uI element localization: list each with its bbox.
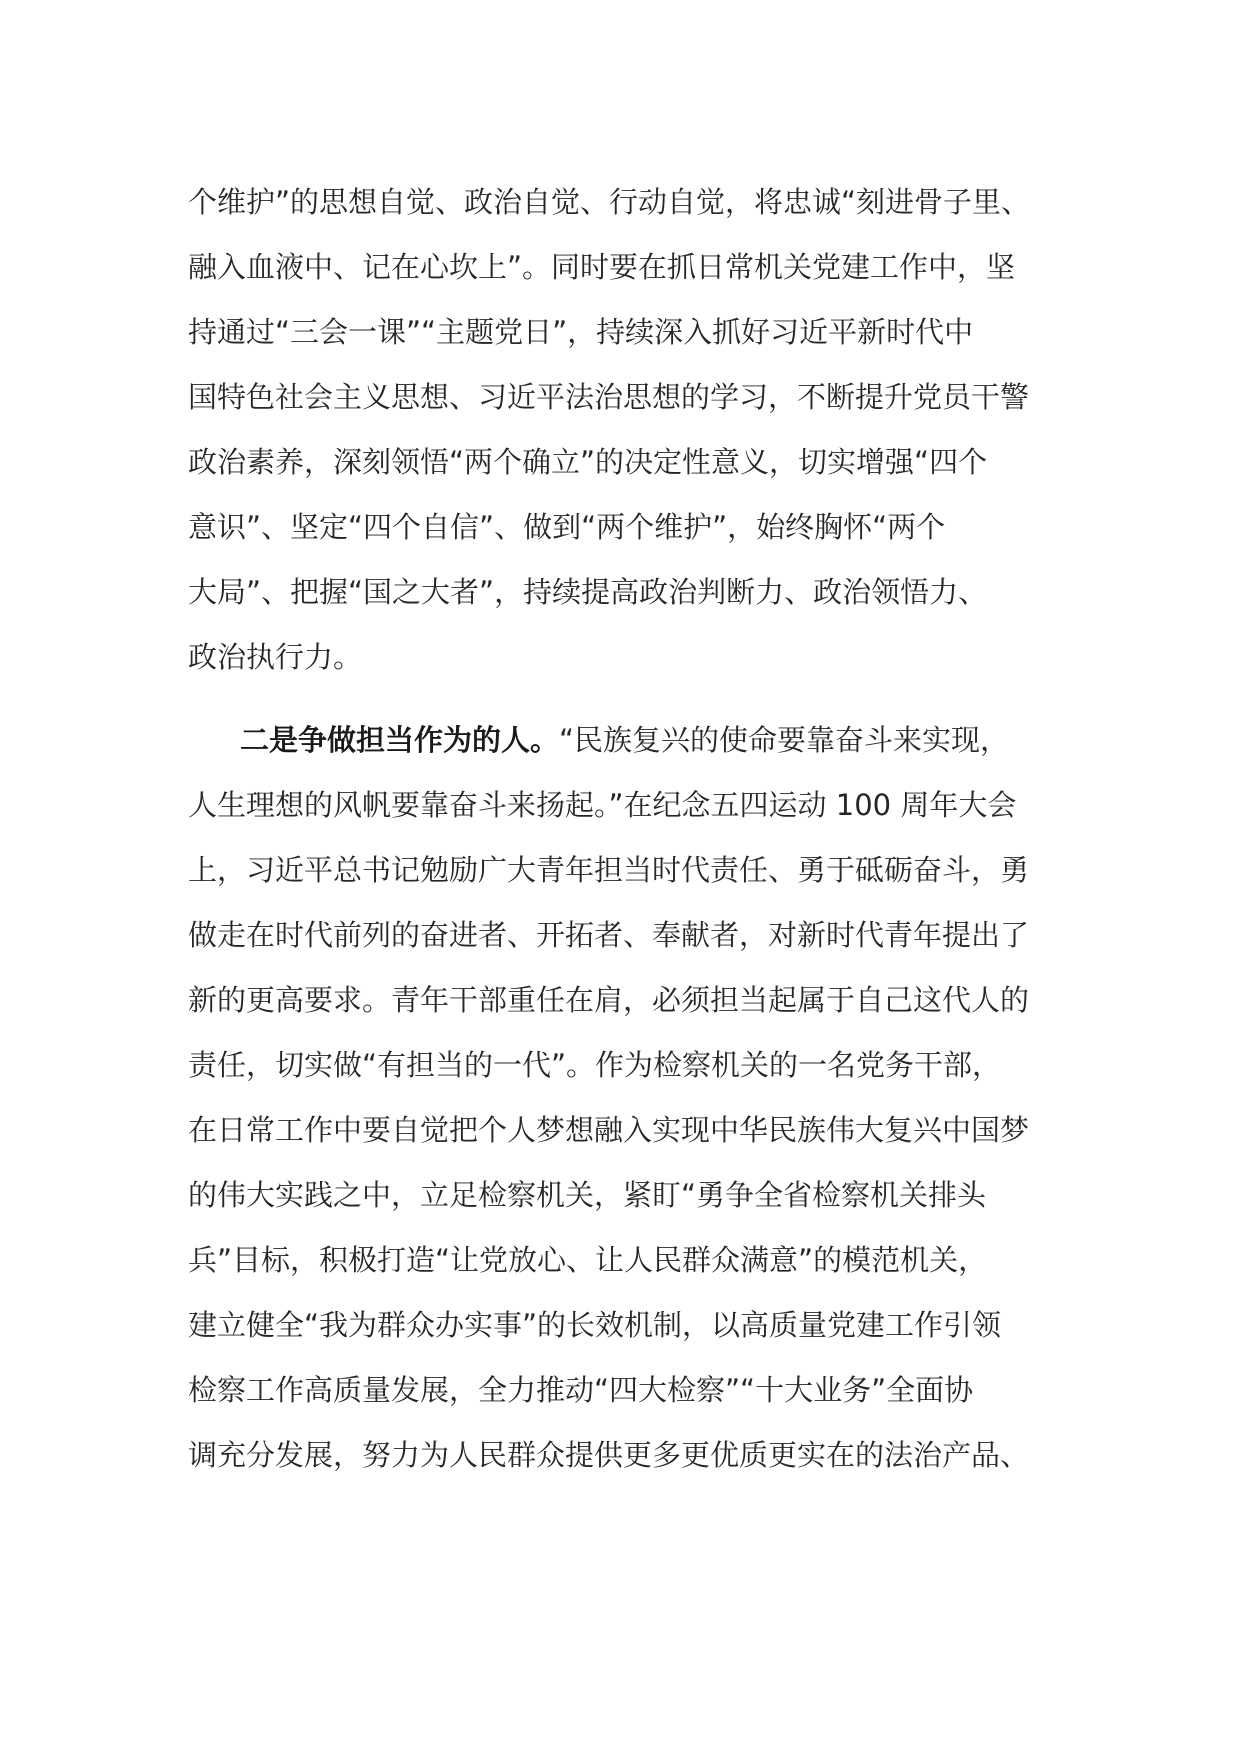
paragraph-line: 政治素养，深刻领悟“两个确立”的决定性意义，切实增强“四个: [188, 445, 988, 479]
paragraph-line: 调充分发展，努力为人民群众提供更多更优质更实在的法治产品、: [188, 1438, 1030, 1472]
paragraph-line: 建立健全“我为群众办实事”的长效机制，以高质量党建工作引领: [188, 1308, 1002, 1342]
document-body: [188, 170, 1068, 1488]
paragraph-first-line: [188, 708, 1068, 773]
paragraph-2: [188, 708, 1068, 1488]
paragraph-heading: 二是争做担当作为的人。: [240, 723, 560, 757]
paragraph-line: 做走在时代前列的奋进者、开拓者、奉献者，对新时代青年提出了: [188, 918, 1030, 952]
paragraph-line: 政治执行力。: [188, 640, 363, 674]
paragraph-line-rest: “民族复兴的使命要靠奋斗来实现，: [559, 723, 1010, 757]
paragraph-line: 大局”、把握“国之大者”，持续提高政治判断力、政治领悟力、: [188, 575, 988, 609]
paragraph-line: 国特色社会主义思想、习近平法治思想的学习，不断提升党员干警: [188, 380, 1030, 414]
paragraph-line: 意识”、坚定“四个自信”、做到“两个维护”，始终胸怀“两个: [188, 510, 946, 544]
paragraph-line: 在日常工作中要自觉把个人梦想融入实现中华民族伟大复兴中国梦: [188, 1113, 1030, 1147]
paragraph-line: 个维护”的思想自觉、政治自觉、行动自觉，将忠诚“刻进骨子里、: [188, 185, 1031, 219]
paragraph-1: [188, 170, 1068, 690]
paragraph-line: 责任，切实做“有担当的一代”。作为检察机关的一名党务干部，: [188, 1048, 1002, 1082]
paragraph-line: 检察工作高质量发展，全力推动“四大检察”“十大业务”全面协: [188, 1373, 974, 1407]
paragraph-line: 上，习近平总书记勉励广大青年担当时代责任、勇于砥砺奋斗，勇: [188, 853, 1030, 887]
paragraph-spacer: [188, 690, 1068, 708]
paragraph-line: 新的更高要求。青年干部重任在肩，必须担当起属于自己这代人的: [188, 983, 1030, 1017]
paragraph-line: 持通过“三会一课”“主题党日”，持续深入抓好习近平新时代中: [188, 315, 974, 349]
paragraph-line: 兵”目标，积极打造“让党放心、让人民群众满意”的模范机关，: [188, 1243, 988, 1277]
paragraph-line: 融入血液中、记在心坎上”。同时要在抓日常机关党建工作中，坚: [188, 250, 1016, 284]
paragraph-line: 的伟大实践之中，立足检察机关，紧盯“勇争全省检察机关排头: [188, 1178, 987, 1212]
paragraph-line: 人生理想的风帆要靠奋斗来扬起。”在纪念五四运动 100 周年大会: [188, 788, 1017, 822]
